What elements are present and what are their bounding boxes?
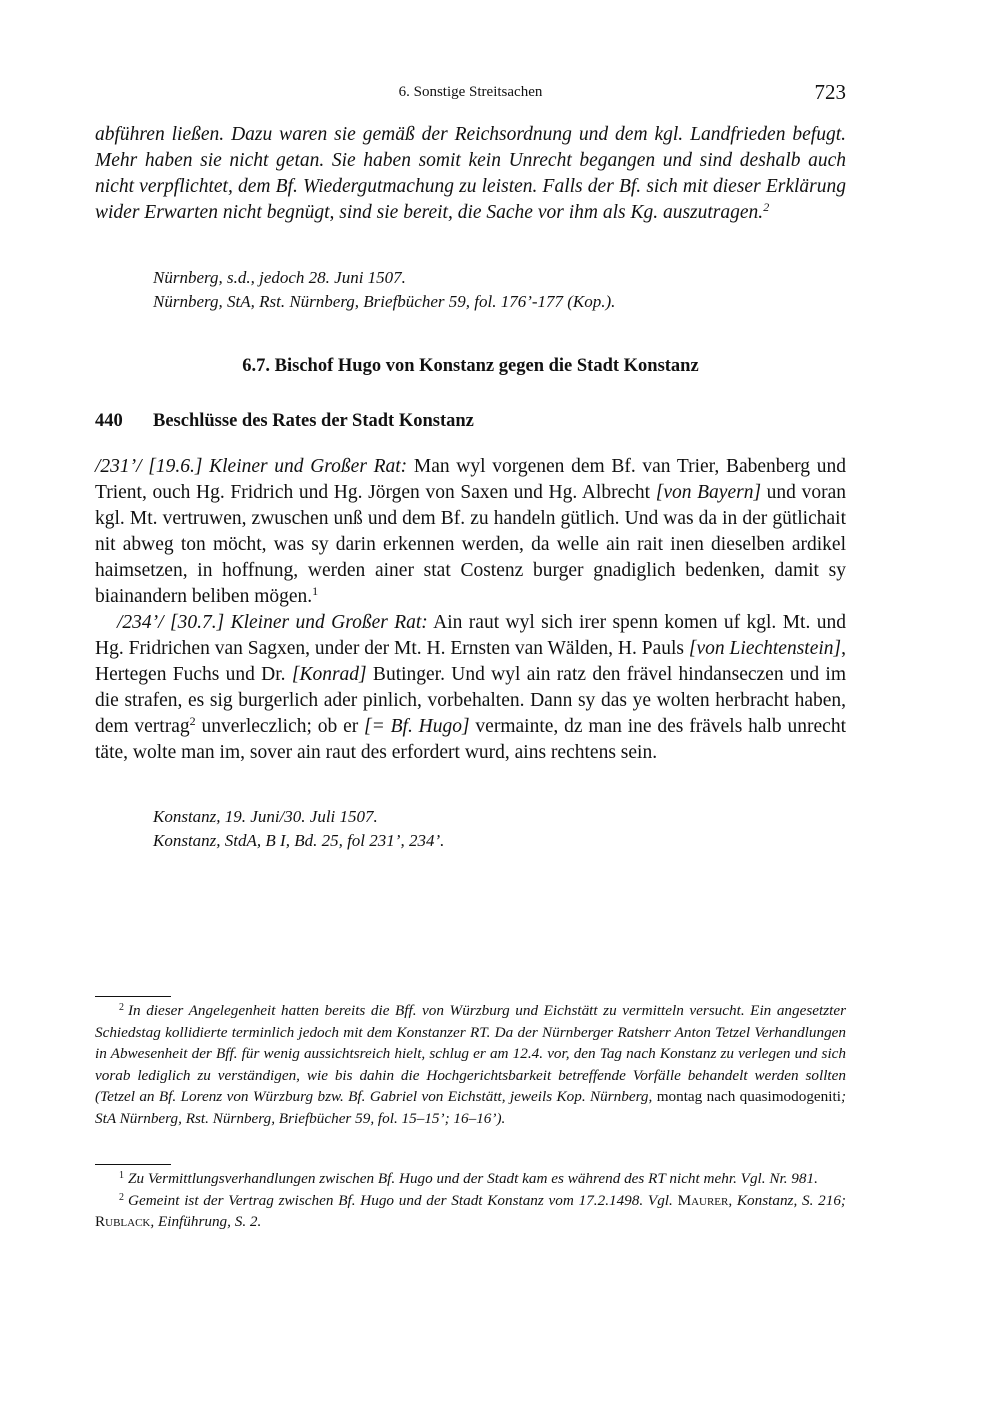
document-page <box>95 0 846 1418</box>
editorial-insertion: [= Bf. Hugo] <box>364 716 470 737</box>
paragraph-text: Butinger. Und wyl ain ratz den frävel hindanseczen und im die strafen, es sig burgerlich ader pinlich, vorbehalten. Dann sy das ye wolten herbracht haben, dem vertrag <box>95 664 846 737</box>
footnote-text: Zu Vermittlungsverhandlungen zwischen Bf. Hugo und der Stadt kam es während des RT nicht mehr. Vgl. Nr. 981. <box>128 1170 818 1187</box>
footnote-1 <box>95 1168 846 1190</box>
paragraph-text: vermainte, dz man ine des frävels halb unrecht täte, wolte man im, sover ain raut des erfordert wurd, ains rechtens sein. <box>95 716 846 763</box>
footnote-ref-2[interactable]: 2 <box>189 714 196 728</box>
source-archive-line: Nürnberg, StA, Rst. Nürnberg, Briefbücher 59, fol. 176’-177 (Kop.). <box>153 292 616 311</box>
source-date-line: Nürnberg, s.d., jedoch 28. Juni 1507. <box>153 268 406 287</box>
page-number: 723 <box>814 80 846 104</box>
paragraph-text: Man wyl vorgenen dem Bf. van Trier, Babenberg und Trient, ouch Hg. Fridrich und Hg. Jörgen von Saxen und Hg. Albrecht <box>95 456 846 503</box>
footnote-2 <box>95 1000 846 1129</box>
footnote-2 <box>95 1190 846 1233</box>
footnotes-block-a <box>95 1000 846 1129</box>
editorial-insertion: [von Liechtenstein] <box>688 638 842 659</box>
footnote-mark: 2 <box>119 1191 124 1203</box>
footnote-text: , Konstanz, S. 216; <box>728 1191 846 1209</box>
source-citation-1 <box>153 266 833 314</box>
author-name: Maurer <box>677 1191 729 1209</box>
footnote-mark: 2 <box>119 1002 124 1013</box>
paragraph-council-resolution-2 <box>95 610 846 766</box>
paragraph-text: und voran kgl. Mt. vertruwen, zwuschen unß und dem Bf. zu handeln gütlich. Und was da in der gütlichait nit abweg ton möcht, was sy darin erkennen werden, da welle ain rait inen dieselben ardikel haimsetzen, in hoffnung, werden ainer stat Costenz burger gnadiglich bedenken, damit sy biainandern beliben mögen. <box>95 482 846 607</box>
footnote-text: ; StA Nürnberg, Rst. Nürnberg, Briefbücher 59, fol. 15–15’; 16–16’). <box>95 1088 846 1127</box>
document-heading <box>95 411 474 432</box>
footnote-ref-2[interactable]: 2 <box>763 200 770 214</box>
footnote-separator <box>95 996 171 997</box>
document-number: 440 <box>95 411 123 431</box>
document-title: Beschlüsse des Rates der Stadt Konstanz <box>153 411 474 431</box>
paragraph-lead: /234’/ [30.7.] Kleiner und Großer Rat: <box>117 612 428 633</box>
running-title: 6. Sonstige Streitsachen <box>398 84 543 100</box>
section-heading: 6.7. Bischof Hugo von Konstanz gegen die Stadt Konstanz <box>242 356 699 376</box>
footnote-text: Gemeint ist der Vertrag zwischen Bf. Hugo und der Stadt Konstanz vom 17.2.1498. Vgl. <box>128 1191 678 1209</box>
footnote-separator <box>95 1164 171 1165</box>
source-date-line: Konstanz, 19. Juni/30. Juli 1507. <box>153 807 378 826</box>
source-citation-2 <box>153 805 833 853</box>
footnote-ref-1[interactable]: 1 <box>312 584 319 598</box>
footnote-text: montag nach quasimodogeniti <box>652 1088 841 1105</box>
footnote-mark: 1 <box>119 1170 124 1181</box>
continuation-paragraph <box>95 122 846 226</box>
editorial-insertion: [Konrad] <box>291 664 367 685</box>
footnote-text: , Einführung, S. 2. <box>150 1213 262 1230</box>
running-head <box>95 80 846 106</box>
author-name: Rublack <box>95 1213 151 1230</box>
footnote-text: In dieser Angelegenheit hatten bereits die Bff. von Würzburg und Eichstätt zu vermitteln versucht. Ein angesetzter Schiedstag kollidierte terminlich jedoch mit dem Konstanzer RT. Da der Nürnberger Ratsherr Anton Tetzel Verhandlungen in Abwesenheit der Bff. für wenig aussichtsreich hielt, schlug er am 12.4. vor, den Tag nach Konstanz zu verlegen und sich vorab lediglich zu verständigen, wie bis dahin die Hochgerichtsbarkeit betreffende Vorfälle behandelt werden sollten (Tetzel an Bf. Lorenz von Würzburg bzw. Bf. Gabriel von Eichstätt, jeweils Kop. Nürnberg, <box>95 1002 846 1105</box>
paragraph-council-resolution-1 <box>95 454 846 610</box>
paragraph-text: , Hertegen Fuchs und Dr. <box>95 638 846 685</box>
continuation-text: abführen ließen. Dazu waren sie gemäß der Reichsordnung und dem kgl. Landfrieden befugt. Mehr haben sie nicht getan. Sie haben somit kein Unrecht begangen und sind deshalb auch nicht verpflichtet, dem Bf. Wiedergutmachung zu leisten. Falls der Bf. sich mit dieser Erklärung wider Erwarten nicht begnügt, sind sie bereit, die Sache vor ihm als Kg. auszutragen. <box>95 124 846 223</box>
editorial-insertion: [von Bayern] <box>655 482 762 503</box>
paragraph-text: unverleczlich; ob er <box>195 716 365 737</box>
paragraph-lead: /231’/ [19.6.] Kleiner und Großer Rat: <box>95 456 408 477</box>
footnotes-block-b <box>95 1168 846 1233</box>
source-archive-line: Konstanz, StdA, B I, Bd. 25, fol 231’, 234’. <box>153 831 445 850</box>
paragraph-text: Ain raut wyl sich irer spenn komen uf kgl. Mt. und Hg. Fridrichen van Sagxen, under der Mt. H. Ernsten van Wälden, H. Pauls <box>95 612 846 659</box>
